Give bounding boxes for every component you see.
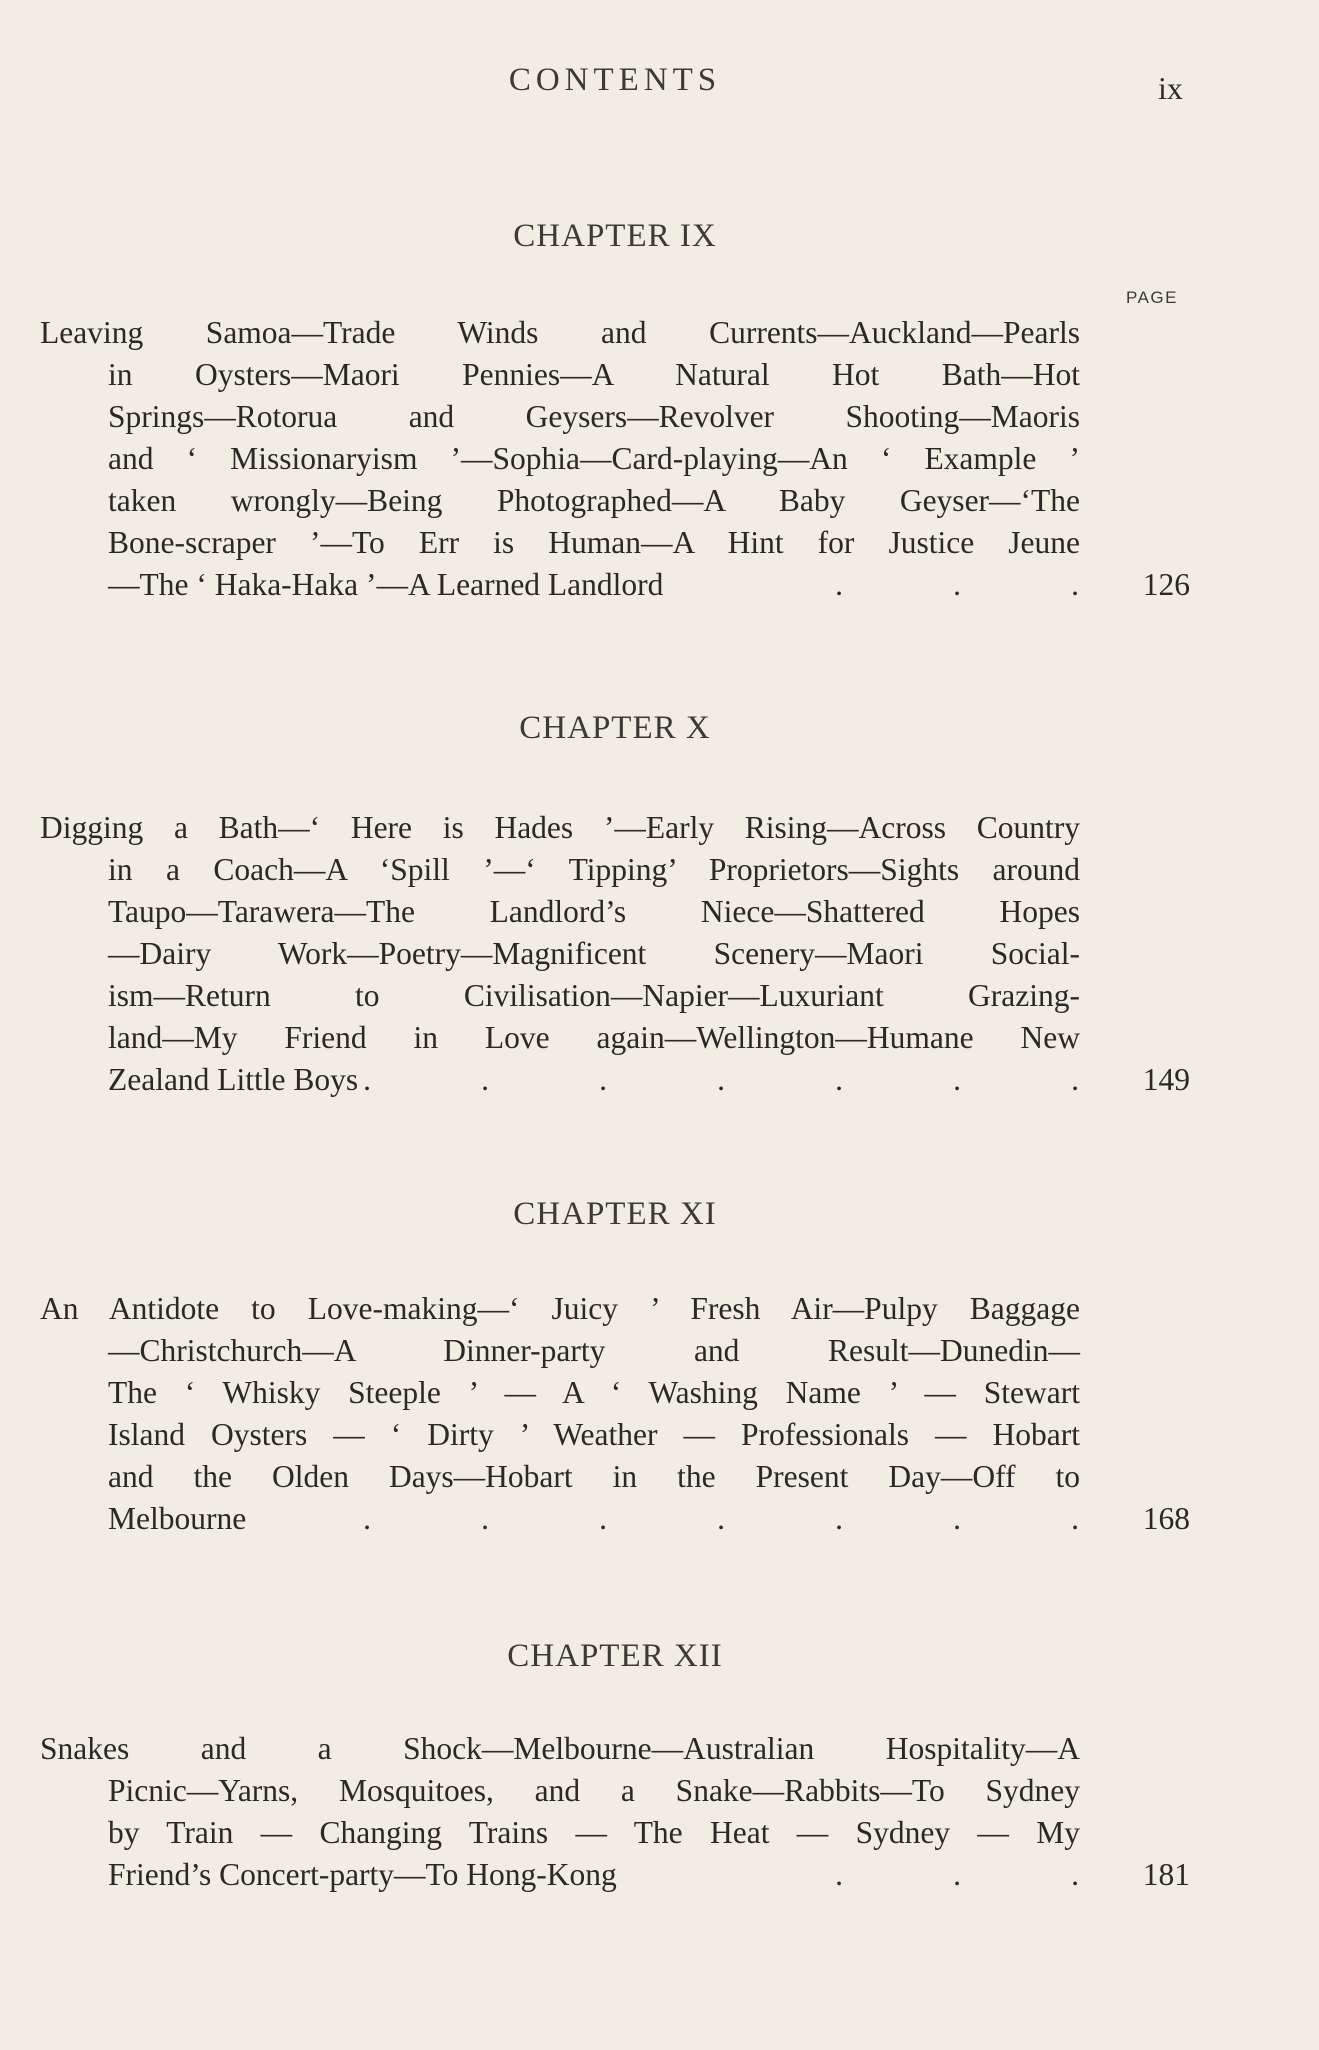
entry-page-number: 149 [1142, 1062, 1190, 1097]
dot-leaders [40, 1059, 1080, 1101]
entry-line: Springs—Rotorua and Geysers—Revolver Shooting—Maoris [108, 399, 1080, 434]
leader-dot: . [953, 1501, 961, 1536]
leader-dot: . [835, 1857, 843, 1892]
chapter-heading: CHAPTER IX [513, 218, 717, 254]
entry-page-number: 168 [1142, 1501, 1190, 1536]
entry-line: land—My Friend in Love again—Wellington—Humane New [108, 1020, 1080, 1055]
entry-line: Taupo—Tarawera—The Landlord’s Niece—Shattered Hopes [108, 894, 1080, 929]
entry-line-last: Melbourne . . . . . . . 168 [40, 1498, 1190, 1540]
leader-dot: . [599, 1062, 607, 1097]
leader-dot: . [481, 1062, 489, 1097]
chapter-entry [40, 1288, 1190, 1540]
leader-dot: . [599, 1501, 607, 1536]
leader-dot: . [835, 1501, 843, 1536]
entry-line: —Christchurch—A Dinner-party and Result—Dunedin— [108, 1333, 1080, 1368]
leader-dot: . [953, 1857, 961, 1892]
entry-line-last: Zealand Little Boys . . . . . . . 149 [40, 1059, 1190, 1101]
entry-line: and the Olden Days—Hobart in the Present Day—Off to [108, 1459, 1080, 1494]
running-title: CONTENTS [508, 62, 722, 98]
leader-dot: . [363, 1062, 371, 1097]
page-column-label: PAGE [1126, 288, 1178, 307]
leader-dot: . [835, 1062, 843, 1097]
leader-dot: . [953, 567, 961, 602]
chapter-entry [40, 1728, 1190, 1896]
entry-line-last: Friend’s Concert-party—To Hong-Kong . . . 181 [40, 1854, 1190, 1896]
entry-line: by Train — Changing Trains — The Heat — Sydney — My [108, 1815, 1080, 1850]
entry-line: An Antidote to Love-making—‘ Juicy ’ Fresh Air—Pulpy Baggage [40, 1291, 1080, 1326]
entry-line: —Dairy Work—Poetry—Magnificent Scenery—Maori Social- [108, 936, 1080, 971]
chapter-heading: CHAPTER XI [513, 1196, 717, 1232]
chapter-heading: CHAPTER XII [507, 1638, 723, 1674]
chapter-entry [40, 807, 1190, 1101]
entry-line: in a Coach—A ‘Spill ’—‘ Tipping’ Proprietors—Sights around [108, 852, 1080, 887]
leader-dot: . [1071, 567, 1079, 602]
entry-line-last: —The ‘ Haka-Haka ’—A Learned Landlord . . . 126 [40, 564, 1190, 606]
entry-line: Digging a Bath—‘ Here is Hades ’—Early Rising—Across Country [40, 810, 1080, 845]
entry-page-number: 126 [1142, 567, 1190, 602]
entry-line: Snakes and a Shock—Melbourne—Australian Hospitality—A [40, 1731, 1080, 1766]
leader-dot: . [363, 1501, 371, 1536]
leader-dot: . [1071, 1062, 1079, 1097]
dot-leaders [40, 564, 1080, 606]
chapter-entry [40, 312, 1190, 606]
entry-line: taken wrongly—Being Photographed—A Baby Geyser—‘The [108, 483, 1080, 518]
entry-line: Bone-scraper ’—To Err is Human—A Hint for Justice Jeune [108, 525, 1080, 560]
leader-dot: . [835, 567, 843, 602]
dot-leaders [40, 1498, 1080, 1540]
page-number: ix [1158, 70, 1183, 106]
dot-leaders [40, 1854, 1080, 1896]
leader-dot: . [717, 1501, 725, 1536]
entry-line: in Oysters—Maori Pennies—A Natural Hot Bath—Hot [108, 357, 1080, 392]
entry-line: Leaving Samoa—Trade Winds and Currents—Auckland—Pearls [40, 315, 1080, 350]
entry-line: Island Oysters — ‘ Dirty ’ Weather — Professionals — Hobart [108, 1417, 1080, 1452]
leader-dot: . [481, 1501, 489, 1536]
entry-page-number: 181 [1142, 1857, 1190, 1892]
entry-line: Picnic—Yarns, Mosquitoes, and a Snake—Rabbits—To Sydney [108, 1773, 1080, 1808]
entry-line: ism—Return to Civilisation—Napier—Luxuriant Grazing- [108, 978, 1080, 1013]
leader-dot: . [717, 1062, 725, 1097]
leader-dot: . [1071, 1501, 1079, 1536]
entry-line: and ‘ Missionaryism ’—Sophia—Card-playing—An ‘ Example ’ [108, 441, 1080, 476]
entry-line: The ‘ Whisky Steeple ’ — A ‘ Washing Name ’ — Stewart [108, 1375, 1080, 1410]
leader-dot: . [1071, 1857, 1079, 1892]
chapter-heading: CHAPTER X [519, 710, 711, 746]
leader-dot: . [953, 1062, 961, 1097]
